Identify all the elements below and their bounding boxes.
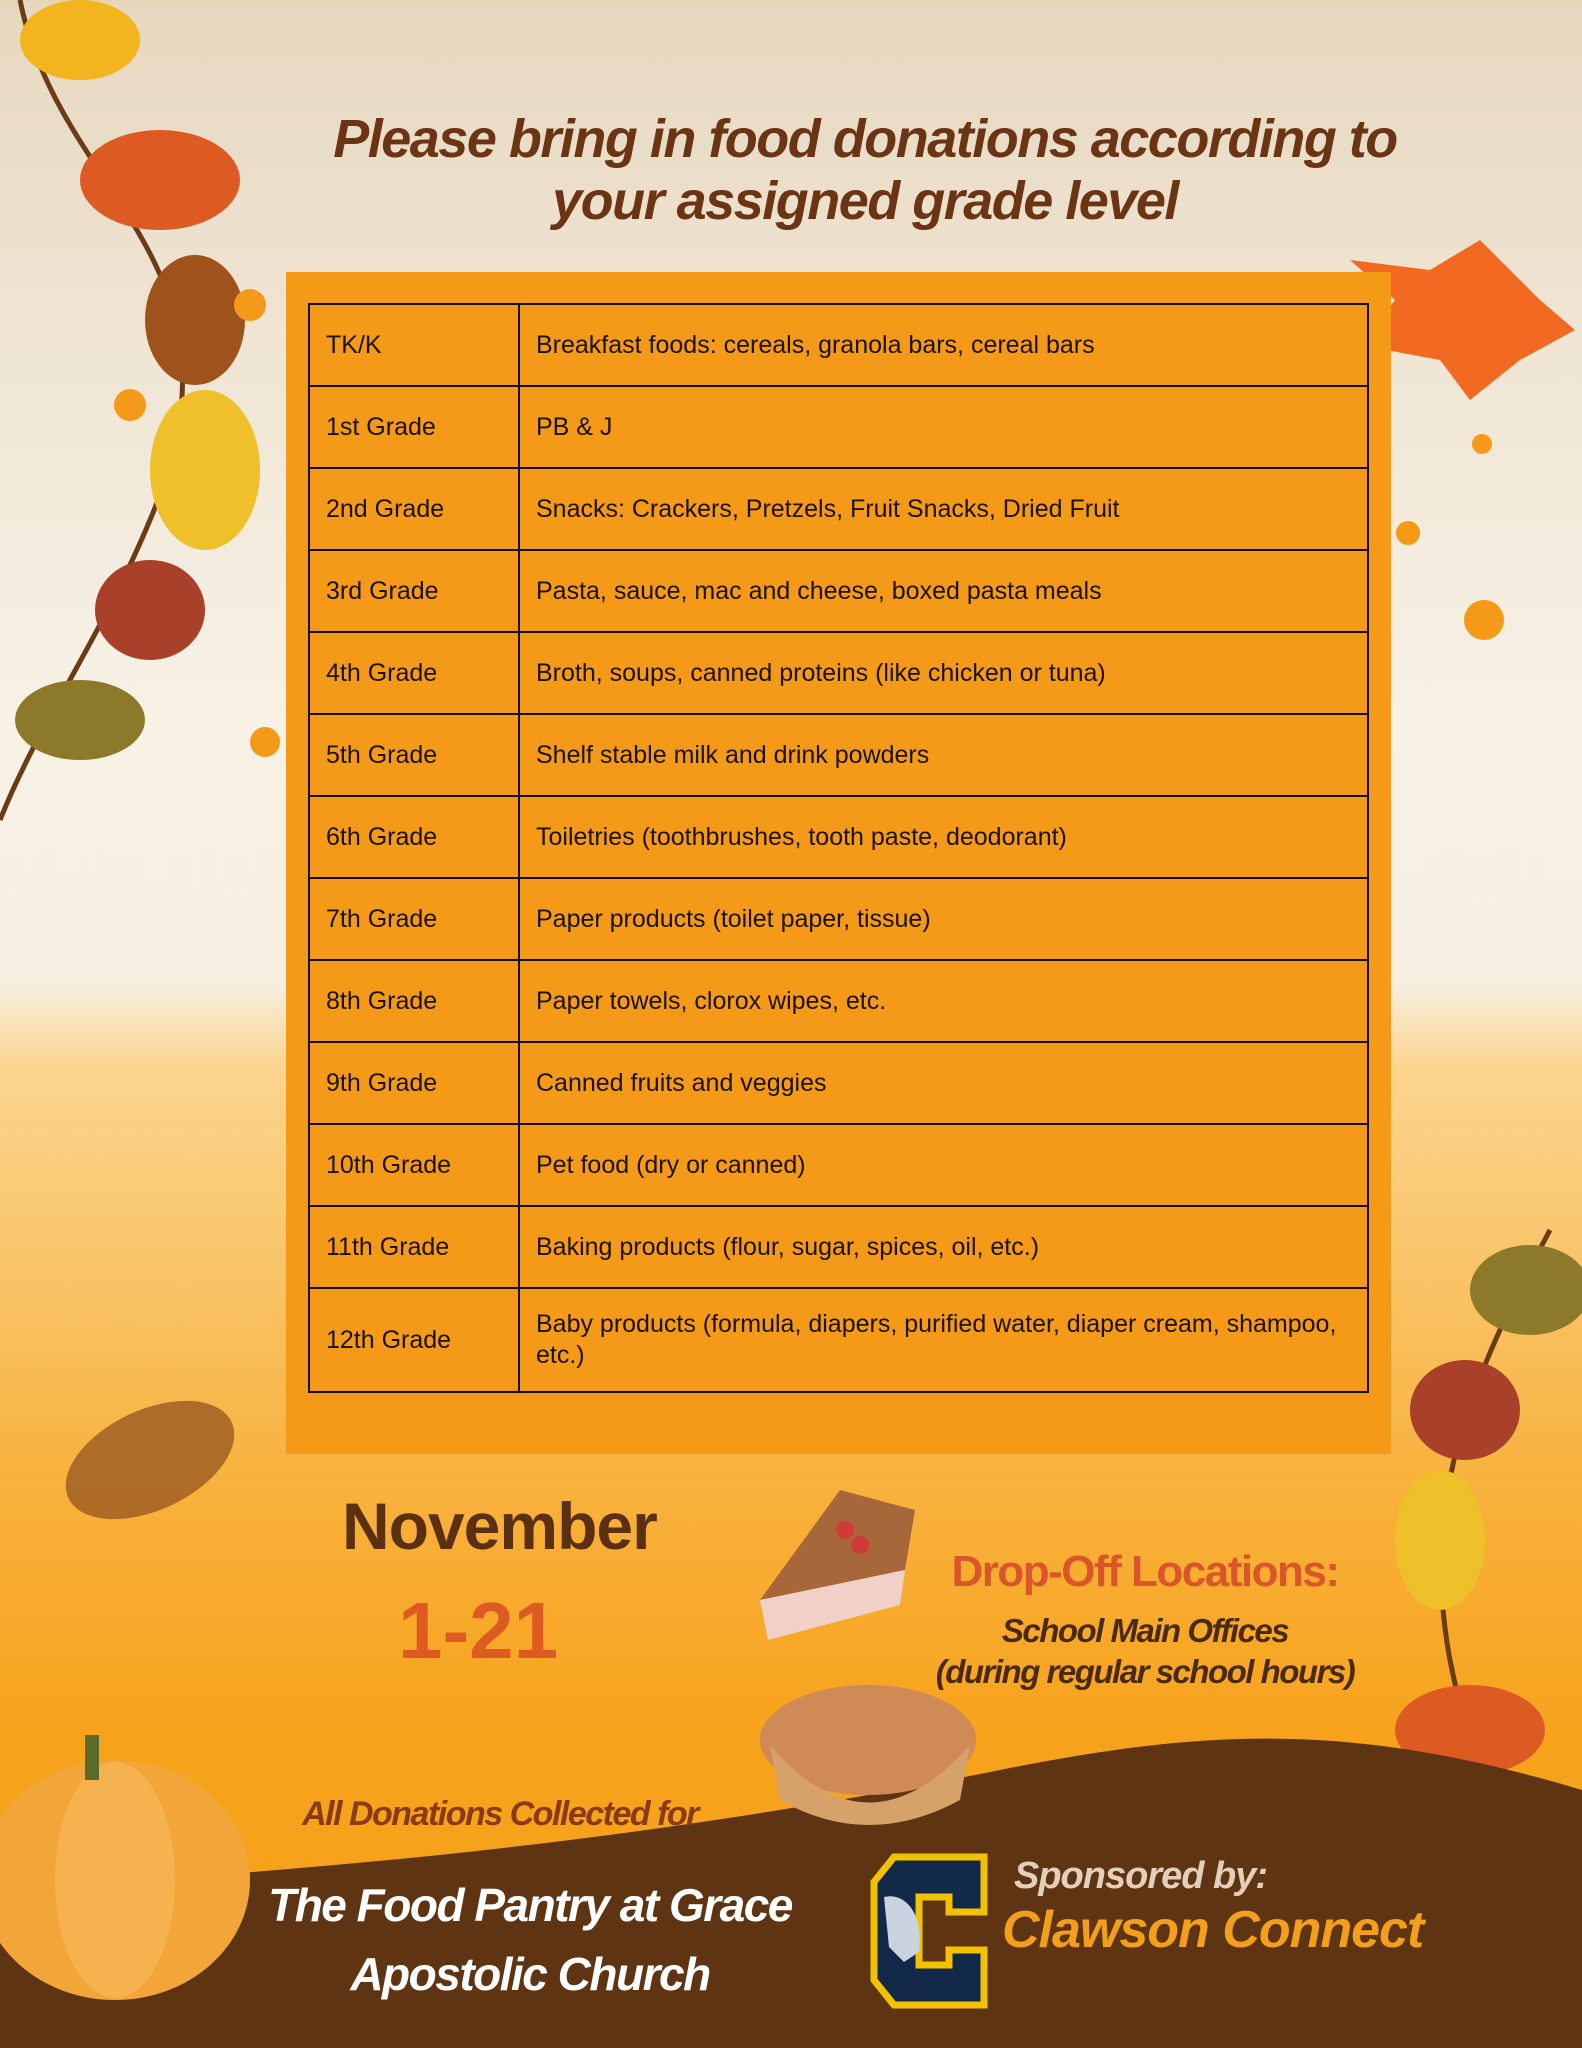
beneficiary-line-2: Apostolic Church xyxy=(350,1948,710,2000)
items-cell: Toiletries (toothbrushes, tooth paste, deodorant) xyxy=(519,796,1368,878)
grade-cell: 5th Grade xyxy=(309,714,519,796)
grade-cell: 7th Grade xyxy=(309,878,519,960)
sponsor-name: Clawson Connect xyxy=(1002,1901,1424,1959)
grade-cell: 3rd Grade xyxy=(309,550,519,632)
event-dates: 1-21 xyxy=(398,1586,559,1675)
page-title xyxy=(0,108,1582,232)
table-row xyxy=(309,1206,1368,1288)
table-row xyxy=(309,714,1368,796)
donation-table xyxy=(308,303,1369,1393)
dropoff-location: School Main Offices xyxy=(1001,1612,1289,1649)
beneficiary-intro: All Donations Collected for xyxy=(302,1795,698,1833)
beneficiary-line-1: The Food Pantry at Grace xyxy=(268,1879,792,1931)
event-month: November xyxy=(342,1489,657,1563)
table-row xyxy=(309,878,1368,960)
items-cell: Baby products (formula, diapers, purified water, diaper cream, shampoo, etc.) xyxy=(519,1288,1368,1392)
grade-cell: 12th Grade xyxy=(309,1288,519,1392)
clawson-logo-icon xyxy=(864,1852,994,2010)
items-cell: Pet food (dry or canned) xyxy=(519,1124,1368,1206)
items-cell: Canned fruits and veggies xyxy=(519,1042,1368,1124)
table-row xyxy=(309,960,1368,1042)
pie-slice-icon xyxy=(760,1490,915,1640)
grade-cell: 4th Grade xyxy=(309,632,519,714)
oak-leaf-icon xyxy=(47,1377,252,1544)
title-line-1: Please bring in food donations according to xyxy=(333,109,1397,169)
table-row xyxy=(309,1124,1368,1206)
dropoff-heading: Drop-Off Locations: xyxy=(951,1547,1339,1596)
dropoff-hours: (during regular school hours) xyxy=(935,1653,1355,1690)
grade-cell: 8th Grade xyxy=(309,960,519,1042)
grade-cell: 2nd Grade xyxy=(309,468,519,550)
items-cell: Pasta, sauce, mac and cheese, boxed pasta meals xyxy=(519,550,1368,632)
items-cell: Shelf stable milk and drink powders xyxy=(519,714,1368,796)
grade-cell: 9th Grade xyxy=(309,1042,519,1124)
pumpkin-icon xyxy=(0,1735,250,2000)
table-row xyxy=(309,468,1368,550)
sponsor-label: Sponsored by: xyxy=(1014,1855,1268,1897)
items-cell: PB & J xyxy=(519,386,1368,468)
items-cell: Baking products (flour, sugar, spices, oil, etc.) xyxy=(519,1206,1368,1288)
items-cell: Snacks: Crackers, Pretzels, Fruit Snacks, Dried Fruit xyxy=(519,468,1368,550)
table-row xyxy=(309,1042,1368,1124)
grade-cell: 11th Grade xyxy=(309,1206,519,1288)
items-cell: Broth, soups, canned proteins (like chicken or tuna) xyxy=(519,632,1368,714)
table-row xyxy=(309,304,1368,386)
items-cell: Paper towels, clorox wipes, etc. xyxy=(519,960,1368,1042)
table-row xyxy=(309,632,1368,714)
table-row xyxy=(309,1288,1368,1392)
table-row xyxy=(309,796,1368,878)
lattice-pie-icon xyxy=(760,1685,976,1825)
grade-cell: 10th Grade xyxy=(309,1124,519,1206)
table-row xyxy=(309,550,1368,632)
items-cell: Paper products (toilet paper, tissue) xyxy=(519,878,1368,960)
grade-cell: 6th Grade xyxy=(309,796,519,878)
grade-cell: 1st Grade xyxy=(309,386,519,468)
title-line-2: your assigned grade level xyxy=(552,171,1178,231)
grade-cell: TK/K xyxy=(309,304,519,386)
table-row xyxy=(309,386,1368,468)
items-cell: Breakfast foods: cereals, granola bars, cereal bars xyxy=(519,304,1368,386)
